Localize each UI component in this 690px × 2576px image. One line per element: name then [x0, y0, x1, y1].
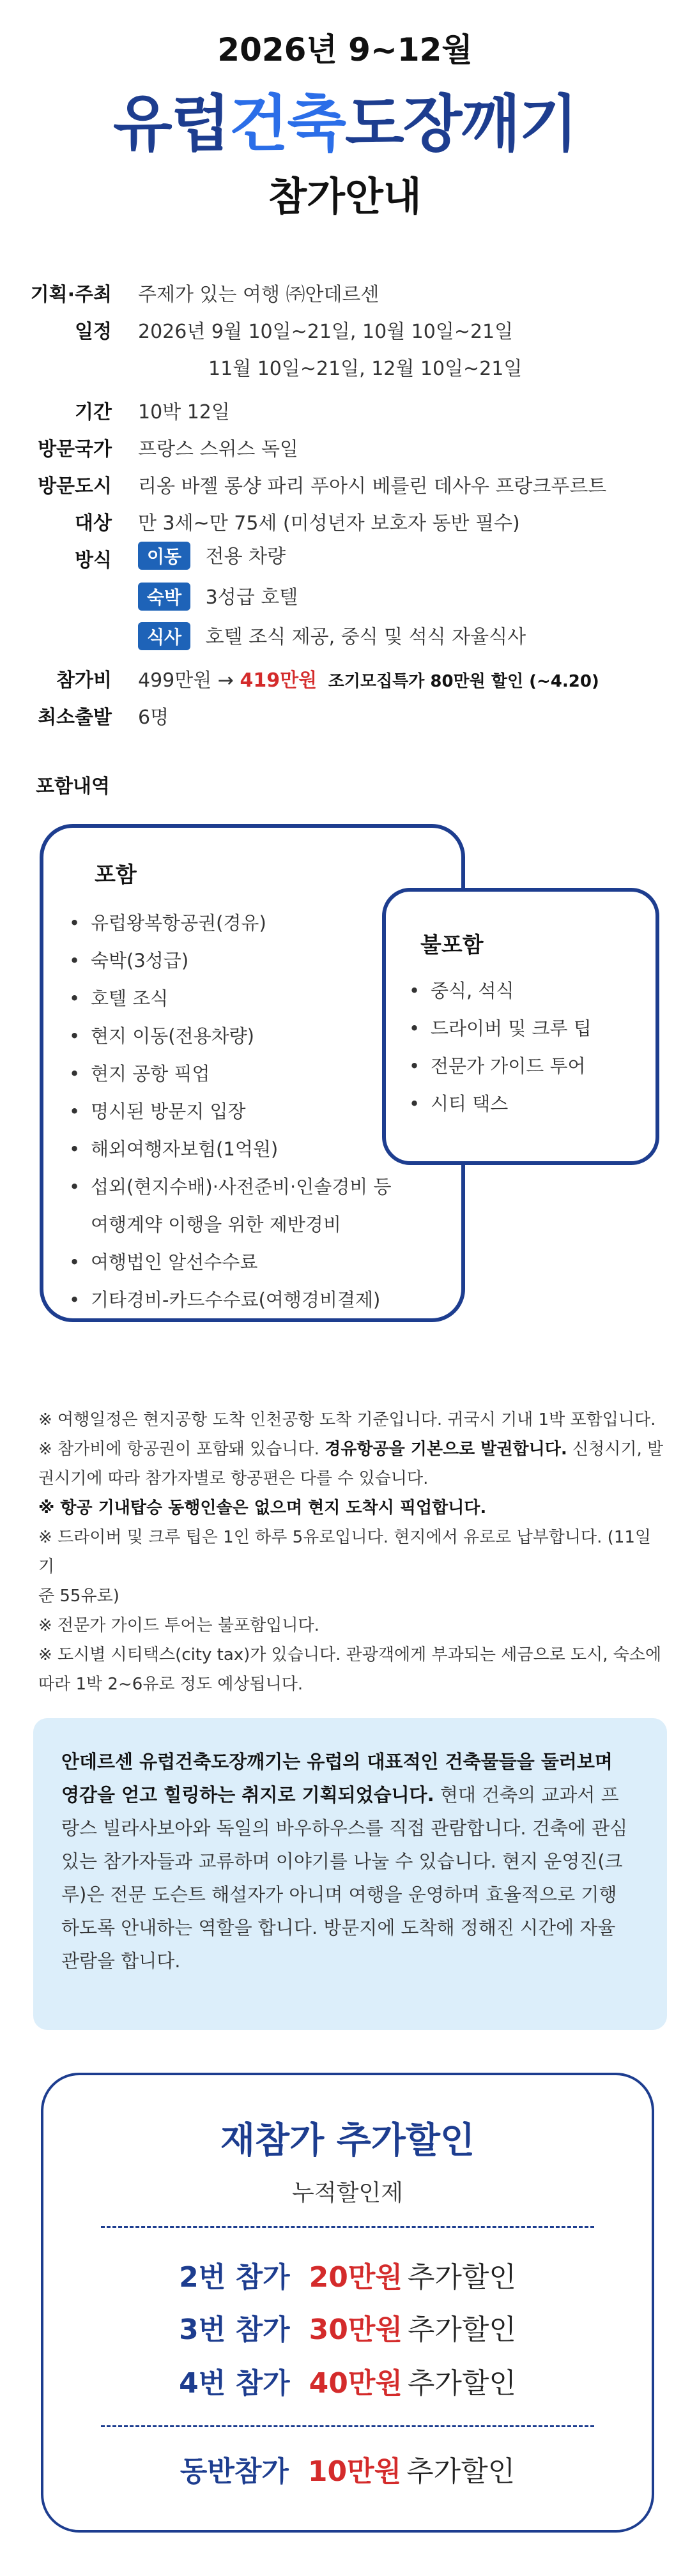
countries-label: 방문국가: [38, 438, 112, 461]
target-value: 만 3세~만 75세 (미성년자 보호자 동반 필수): [138, 512, 520, 535]
included-item: • 유럽왕복항공권(경유): [69, 904, 452, 942]
note-2-text-end: 신청시기, 발: [567, 1440, 664, 1459]
min-label: 최소출발: [38, 706, 112, 729]
note-4: ※ 드라이버 및 크루 팁은 1인 하루 5유로입니다. 현지에서 유로로 납부합니다. (11일 기: [38, 1528, 652, 1576]
target-label: 대상: [75, 512, 112, 535]
discount-row-suffix: 추가할인: [407, 2261, 516, 2294]
included-item: • 여행법인 알선수수료: [69, 1244, 452, 1281]
included-item: • 명시된 방문지 입장: [69, 1093, 452, 1131]
note-3: ※ 항공 기내탑승 동행인솔은 없으며 현지 도착시 픽업합니다.: [38, 1498, 487, 1518]
excluded-item: • 전문가 가이드 투어: [409, 1048, 652, 1085]
note-2-cont: 권시기에 따라 참가자별로 항공편은 다를 수 있습니다.: [38, 1469, 429, 1488]
badge-lodging: 숙박: [138, 583, 190, 611]
schedule-line-1: 2026년 9월 10일~21일, 10월 10일~21일: [138, 321, 514, 343]
dashed-divider: [101, 2226, 594, 2228]
discount-row-amount: 30만원: [309, 2313, 402, 2346]
fee-sale: 419만원: [240, 669, 318, 692]
intro-line-6: 하도록 안내하는 역할을 합니다. 방문지에 도착해 정해진 시간에 자율: [61, 1917, 616, 1939]
companion-row: [43, 2448, 652, 2489]
included-item: • 현지 이동(전용차량): [69, 1017, 452, 1055]
intro-text-2: 현대 건축의 교과서 프: [434, 1784, 619, 1806]
period-label: 기간: [75, 401, 112, 423]
method-item-transport: [138, 540, 286, 570]
excluded-title: 불포함: [420, 933, 484, 958]
badge-transport: 이동: [138, 542, 190, 570]
fee-early-bird: 조기모집특가 80만원 할인 (~4.20): [328, 672, 599, 691]
intro-bold-1: 안데르센 유럽건축도장깨기는 유럽의 대표적인 건축물들을 둘러보며: [61, 1751, 613, 1772]
intro-line-7: 관람을 합니다.: [61, 1950, 181, 1972]
host-value: 주제가 있는 여행 ㈜안데르센: [138, 284, 379, 306]
included-item: • 숙박(3성급): [69, 942, 452, 980]
title-part-europe: 유럽: [113, 88, 229, 160]
included-item: • 현지 공항 픽업: [69, 1055, 452, 1093]
header-date: 2026년 9~12월: [217, 31, 473, 68]
discount-row-amount: 40만원: [309, 2367, 402, 2400]
schedule-label: 일정: [75, 321, 112, 343]
excluded-item: • 중식, 석식: [409, 972, 652, 1010]
discount-row-suffix: 추가할인: [407, 2367, 516, 2400]
discount-row: [43, 2360, 652, 2401]
fee-original: 499만원: [138, 669, 212, 692]
notes: [38, 1405, 664, 1699]
discount-title: 재참가 추가할인: [220, 2120, 475, 2161]
method-text-lodging: 3성급 호텔: [205, 586, 298, 609]
included-item: • 섭외(현지수배)·사전준비·인솔경비 등: [69, 1168, 452, 1206]
discount-row-suffix: 추가할인: [407, 2313, 516, 2346]
companion-amount: 10만원: [307, 2455, 402, 2488]
discount-row: [43, 2306, 652, 2347]
note-1: ※ 여행일정은 현지공항 도착 인천공항 도착 기준입니다. 귀국시 기내 1박 포함입니다.: [38, 1410, 656, 1429]
discount-row-amount: 20만원: [309, 2261, 402, 2294]
companion-label: 동반참가: [180, 2455, 289, 2488]
title-part-architecture: 건축: [229, 88, 345, 160]
cities-label: 방문도시: [38, 475, 112, 498]
method-item-lodging: [138, 581, 298, 611]
note-5: ※ 전문가 가이드 투어는 불포함입니다.: [38, 1616, 319, 1635]
inclusions-heading: 포함내역: [36, 775, 110, 798]
included-item-continuation: 여행계약 이행을 위한 제반경비: [91, 1214, 341, 1235]
note-6: ※ 도시별 시티택스(city tax)가 있습니다. 관광객에게 부과되는 세금으로 도시, 숙소에: [38, 1645, 662, 1665]
excluded-list: [409, 972, 652, 1123]
note-2: [38, 1435, 664, 1464]
countries-value: 프랑스 스위스 독일: [138, 438, 298, 461]
intro-line-5: 루)은 전문 도슨트 해설자가 아니며 여행을 운영하며 효율적으로 기행: [61, 1884, 617, 1905]
discount-row-label: 3번 참가: [179, 2313, 290, 2346]
excluded-item: • 시티 택스: [409, 1085, 652, 1123]
note-4-cont: 준 55유로): [38, 1587, 119, 1606]
included-item: • 호텔 조식: [69, 980, 452, 1017]
dashed-divider: [101, 2425, 594, 2427]
intro-box: [33, 1718, 667, 2030]
intro-bold-2: 영감을 얻고 힐링하는 취지로 기획되었습니다.: [61, 1784, 434, 1806]
host-label: 기획·주최: [30, 284, 112, 306]
discount-subtitle: 누적할인제: [292, 2180, 403, 2206]
fee-label: 참가비: [56, 669, 112, 692]
main-title: [0, 75, 690, 163]
period-value: 10박 12일: [138, 401, 230, 423]
note-2-bold: 경유항공을 기본으로 발권합니다.: [325, 1440, 567, 1459]
subtitle: 참가안내: [268, 173, 422, 220]
included-item: • 해외여행자보험(1억원): [69, 1131, 452, 1168]
cities-value: 리옹 바젤 롱샹 파리 푸아시 베를린 데사우 프랑크푸르트: [138, 475, 607, 498]
min-value: 6명: [138, 706, 169, 729]
companion-suffix: 추가할인: [406, 2455, 516, 2488]
excluded-box: [382, 888, 659, 1165]
note-2-text: ※ 참가비에 항공권이 포함돼 있습니다.: [38, 1440, 325, 1459]
discount-row-label: 4번 참가: [179, 2367, 290, 2400]
badge-meals: 식사: [138, 622, 190, 650]
method-item-meals: [138, 621, 526, 650]
fee-arrow: →: [217, 669, 234, 692]
discount-row: [43, 2254, 652, 2295]
method-text-transport: 전용 차량: [205, 545, 286, 568]
intro-line-2: [61, 1778, 639, 1811]
method-text-meals: 호텔 조식 제공, 중식 및 석식 자율식사: [205, 626, 526, 648]
excluded-item: • 드라이버 및 크루 팁: [409, 1010, 652, 1048]
included-item: • 기타경비-카드수수료(여행경비결제): [69, 1281, 452, 1319]
method-label: 방식: [75, 549, 112, 572]
title-part-challenge: 도장깨기: [345, 88, 577, 160]
fee-value: [138, 664, 599, 692]
included-title: 포함: [95, 862, 137, 888]
note-6-cont: 따라 1박 2~6유로 정도 예상됩니다.: [38, 1675, 303, 1694]
discount-box: [41, 2073, 654, 2533]
schedule-line-2: 11월 10일~21일, 12월 10일~21일: [208, 358, 523, 380]
intro-line-4: 있는 참가자들과 교류하며 이야기를 나눌 수 있습니다. 현지 운영진(크: [61, 1850, 623, 1872]
discount-row-label: 2번 참가: [179, 2261, 290, 2294]
intro-line-3: 랑스 빌라사보아와 독일의 바우하우스를 직접 관람합니다. 건축에 관심: [61, 1817, 628, 1839]
